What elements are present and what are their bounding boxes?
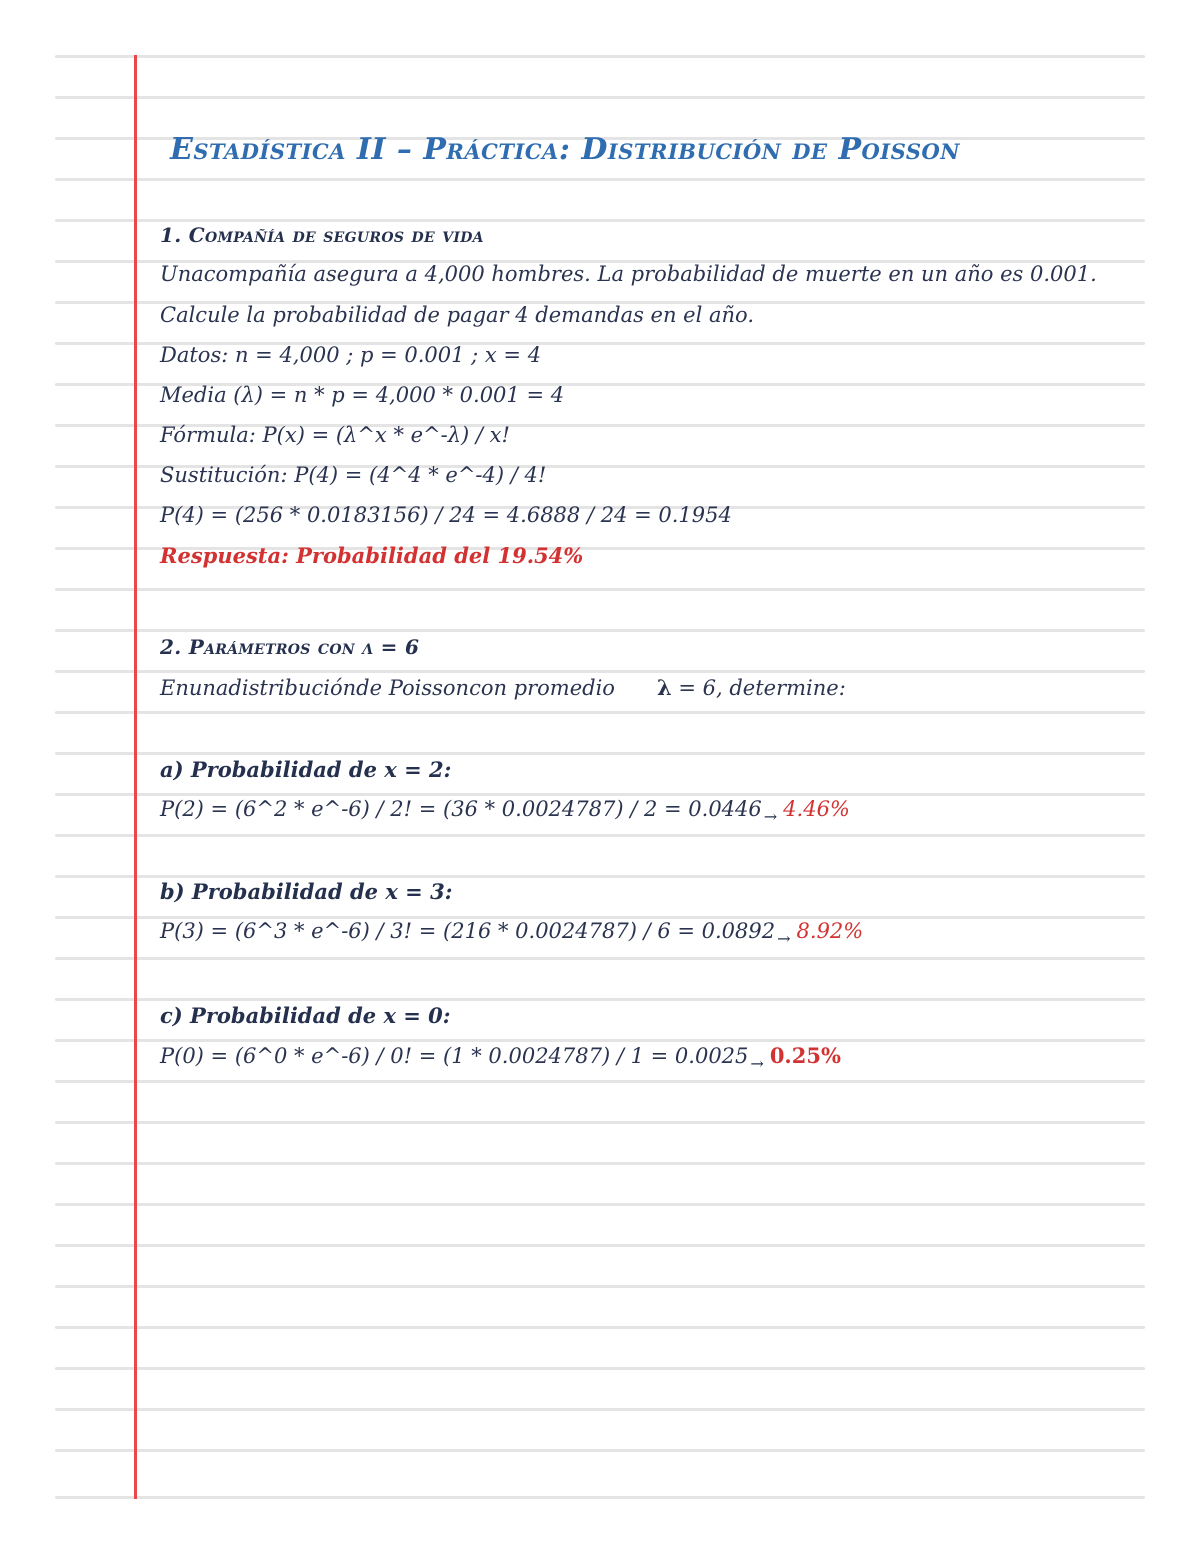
lambda-symbol: λ — [656, 675, 672, 700]
section1-media: Media (λ) = n * p = 4,000 * 0.001 = 4 — [160, 383, 565, 407]
section1-formula: Fórmula: P(x) = (λ^x * e^-λ) / x! — [160, 423, 510, 447]
ruled-line — [55, 1449, 1145, 1452]
part-c-label: c) Probabilidad de x = 0: — [160, 1003, 451, 1028]
section1-heading: 1. Compañía de seguros de vida — [160, 223, 484, 247]
part-a-label: a) Probabilidad de x = 2: — [160, 757, 452, 782]
ruled-line — [55, 670, 1145, 673]
ruled-line — [55, 1162, 1145, 1165]
page-title: Estadística II – Práctica: Distribución de Poisson — [170, 132, 960, 167]
part-b-row — [160, 919, 864, 948]
margin-line — [134, 55, 137, 1499]
ruled-line — [55, 1367, 1145, 1370]
ruled-line — [55, 834, 1145, 837]
ruled-line — [55, 752, 1145, 755]
ruled-line — [55, 998, 1145, 1001]
ruled-line — [55, 1496, 1145, 1499]
section1-sustitucion: Sustitución: P(4) = (4^4 * e^-4) / 4! — [160, 463, 547, 487]
ruled-line — [55, 588, 1145, 591]
section1-datos: Datos: n = 4,000 ; p = 0.001 ; x = 4 — [160, 343, 542, 367]
ruled-line — [55, 1039, 1145, 1042]
ruled-line — [55, 1080, 1145, 1083]
ruled-line — [55, 629, 1145, 632]
part-b-calculation: P(3) = (6^3 * e^-6) / 3! = (216 * 0.0024787) / 6 = 0.0892 — [160, 919, 776, 943]
section1-statement-line1: Unacompañía asegura a 4,000 hombres. La probabilidad de muerte en un año es 0.001. — [160, 262, 1097, 286]
ruled-line — [55, 875, 1145, 878]
ruled-line — [55, 957, 1145, 960]
ruled-line — [55, 96, 1145, 99]
section2-heading: 2. Parámetros con λ = 6 — [160, 635, 420, 659]
ruled-line — [55, 1326, 1145, 1329]
section1-calculation: P(4) = (256 * 0.0183156) / 24 = 4.6888 / 24 = 0.1954 — [160, 503, 732, 527]
ruled-line — [55, 1285, 1145, 1288]
ruled-line — [55, 178, 1145, 181]
arrow-icon: → — [763, 807, 778, 826]
part-b-result: 8.92% — [796, 919, 864, 943]
ruled-line — [55, 219, 1145, 222]
part-a-result: 4.46% — [783, 797, 850, 821]
ruled-line — [55, 55, 1145, 58]
section2-intro — [160, 675, 846, 700]
ruled-line — [55, 1408, 1145, 1411]
section2-intro-text: Enunadistribuciónde Poissoncon promedio — [160, 676, 615, 700]
ruled-line — [55, 1244, 1145, 1247]
arrow-icon: → — [750, 1054, 764, 1073]
ruled-line — [55, 1203, 1145, 1206]
ruled-line — [55, 1121, 1145, 1124]
part-c-calculation: P(0) = (6^0 * e^-6) / 0! = (1 * 0.0024787) / 1 = 0.0025 — [160, 1044, 749, 1068]
section1-answer: Respuesta: Probabilidad del 19.54% — [160, 543, 584, 568]
part-c-row — [160, 1043, 841, 1073]
ruled-line — [55, 793, 1145, 796]
ruled-line — [55, 711, 1145, 714]
part-a-calculation: P(2) = (6^2 * e^-6) / 2! = (36 * 0.0024787) / 2 = 0.0446 — [160, 797, 762, 821]
section1-statement-line2: Calcule la probabilidad de pagar 4 demandas en el año. — [160, 303, 754, 327]
arrow-icon: → — [777, 929, 791, 948]
section2-intro-tail: = 6, determine: — [671, 676, 846, 700]
part-a-row — [160, 797, 850, 826]
part-b-label: b) Probabilidad de x = 3: — [160, 879, 453, 904]
part-c-result: 0.25% — [769, 1043, 841, 1068]
